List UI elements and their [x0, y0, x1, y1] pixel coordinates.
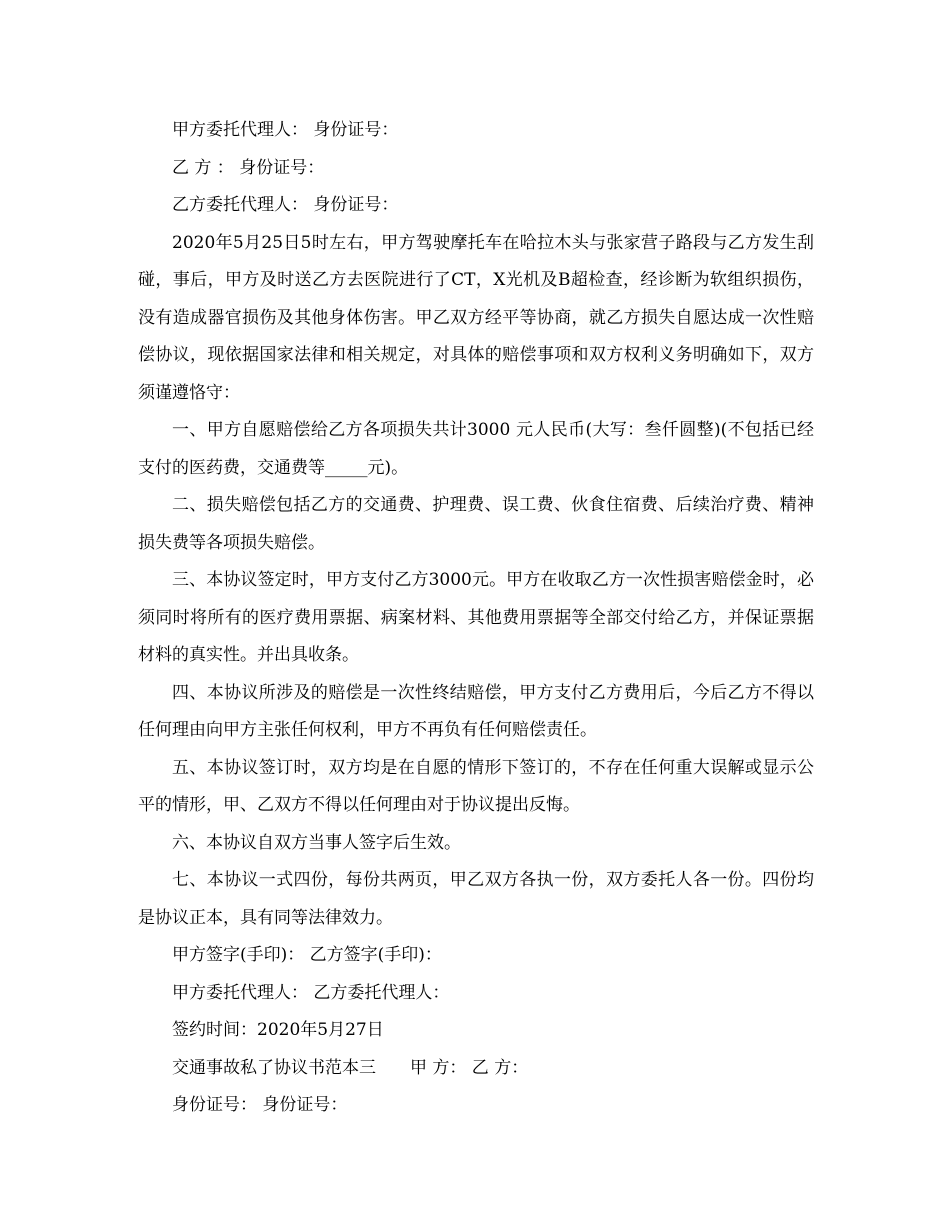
clause-7: 七、本协议一式四份，每份共两页，甲乙双方各执一份，双方委托人各一份。四份均是协议正本，具有同等法律效力。 — [138, 870, 814, 928]
clause-1: 一、甲方自愿赔偿给乙方各项损失共计3000 元人民币(大写：叁仟圆整)(不包括已经支付的医药费，交通费等_____元)。 — [138, 420, 814, 478]
signature-line: 甲方签字(手印)： 乙方签字(手印)： — [172, 945, 442, 965]
clause-5: 五、本协议签订时，双方均是在自愿的情形下签订的，不存在任何重大误解或显示公平的情形，甲、乙双方不得以任何理由对于协议提出反悔。 — [138, 757, 814, 815]
signing-date: 签约时间：2020年5月27日 — [172, 1020, 384, 1040]
clause-4: 四、本协议所涉及的赔偿是一次性终结赔偿，甲方支付乙方费用后，今后乙方不得以任何理由向甲方主张任何权利，甲方不再负有任何赔偿责任。 — [138, 682, 814, 740]
incident-description: 2020年5月25日5时左右，甲方驾驶摩托车在哈拉木头与张家营子路段与乙方发生刮碰，事后，甲方及时送乙方去医院进行了CT，X光机及B超检查，经诊断为软组织损伤，没有造成器官损伤及其他身体伤害。甲乙双方经平等协商，就乙方损失自愿达成一次性赔偿协议，现依据国家法律和相关规定，对具体的赔偿事项和双方权利义务明确如下，双方须谨遵恪守： — [138, 232, 814, 403]
agent-signature-line: 甲方委托代理人： 乙方委托代理人： — [172, 982, 450, 1003]
agent-a-id-line: 甲方委托代理人： 身份证号： — [172, 120, 399, 140]
agent-b-id-line: 乙方委托代理人： 身份证号： — [172, 195, 399, 215]
clause-3: 三、本协议签定时，甲方支付乙方3000元。甲方在收取乙方一次性损害赔偿金时，必须同时将所有的医疗费用票据、病案材料、其他费用票据等全部交付给乙方，并保证票据材料的真实性。并出具收条。 — [138, 570, 814, 665]
clause-6: 六、本协议自双方当事人签字后生效。 — [172, 832, 461, 853]
template-three-heading: 交通事故私了协议书范本三 甲 方： 乙 方： — [172, 1057, 529, 1078]
document-body — [138, 112, 814, 1125]
party-b-id-line: 乙 方 ： 身份证号： — [172, 157, 325, 178]
template-three-id-line: 身份证号： 身份证号： — [172, 1095, 348, 1115]
clause-2: 二、损失赔偿包括乙方的交通费、护理费、误工费、伙食住宿费、后续治疗费、精神损失费等各项损失赔偿。 — [138, 495, 814, 553]
